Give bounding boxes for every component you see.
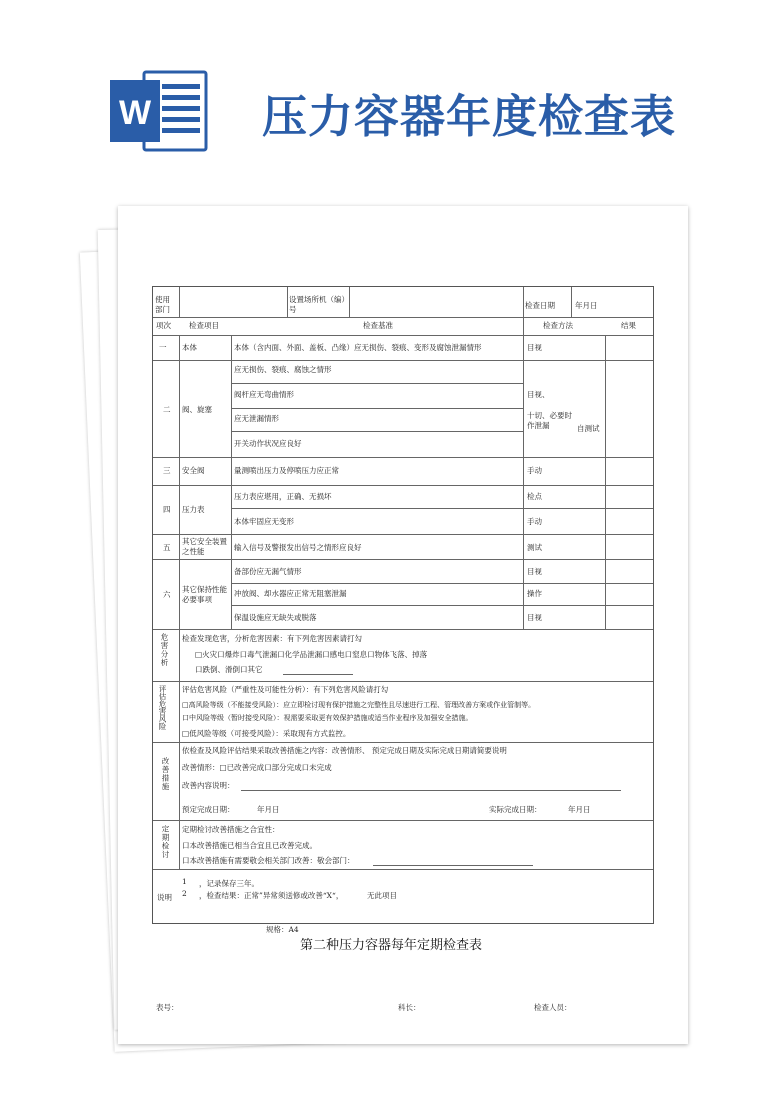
review-option[interactable]: 口本改善措施已相当合宜且已改善完成。 (182, 841, 317, 850)
row-no: 四 (163, 505, 171, 514)
risk-label: 评估危害风险 (158, 685, 167, 730)
row-method: 手动 (527, 466, 542, 475)
inspection-form (152, 286, 654, 924)
row-standard: 应无泄漏情形 (234, 414, 279, 423)
document-sheet (118, 206, 688, 1044)
date-value[interactable]: 年月日 (575, 301, 598, 310)
risk-option-high[interactable]: □高风险等级（不能接受风险）：应立即检讨现有保护措施之完整性且尽速进行工程、管理改善方案或作业管制等。 (182, 701, 536, 709)
row-standard: 输入信号及警报发出信号之情形应良好 (234, 543, 362, 552)
review-line: 定期检讨改善措施之合宜性： (182, 825, 280, 834)
row-method: 测试 (527, 543, 542, 552)
col-standard: 检查基准 (363, 321, 393, 330)
review-label: 定期检讨 (161, 825, 170, 859)
row-item: 其它安全装置 之性能 (182, 537, 227, 556)
table-no-label: 表号： (156, 1003, 179, 1012)
row-item: 本体 (182, 343, 197, 352)
note-number: 2 (182, 889, 187, 898)
row-item: 安全阀 (182, 466, 205, 475)
word-icon (110, 68, 208, 154)
row-no: 五 (163, 543, 171, 552)
hazard-options[interactable]: □火灾口爆炸口毒气泄漏口化学品泄漏口感电口窒息口物体飞落、掉落 (195, 650, 428, 659)
hazard-options[interactable]: 口跌倒、滑倒口其它 (195, 665, 263, 674)
section-chief-label: 科长： (398, 1003, 421, 1012)
row-method: 目视、 (527, 390, 550, 399)
notes-label: 说明 (157, 893, 172, 902)
note-text: 无此项目 (367, 891, 397, 900)
row-method: 目视 (527, 343, 542, 352)
planned-date-label: 预定完成日期： (182, 805, 235, 814)
row-no: 三 (163, 466, 171, 475)
form-title: 第二种压力容器每年定期检查表 (300, 938, 483, 953)
inspector-label: 检查人员： (534, 1003, 572, 1012)
risk-option-mid[interactable]: 口中风险等级（暂时接受风险）：视需要采取更有效保护措施或适当作业程序及加强安全措施。 (182, 714, 473, 722)
row-no: 六 (163, 590, 171, 599)
dept-label: 使用部门 (155, 295, 170, 314)
row-no: 一 (159, 343, 167, 352)
word-icon-letter: W (118, 94, 152, 132)
note-text: ，记录保存三年。 (199, 879, 259, 888)
row-item: 压力表 (182, 505, 205, 514)
row-method: 检点 (527, 492, 542, 501)
note-text: ，检查结果：正常”异常须送修或改善“X“， (199, 891, 344, 900)
row-item: 阀、旋塞 (182, 405, 212, 414)
improve-label: 改善措施 (161, 757, 170, 791)
col-result: 结果 (621, 321, 636, 330)
row-method: 自测试 (577, 424, 600, 433)
row-standard: 本体牢固应无变形 (234, 517, 294, 526)
date-label: 检查日期 (525, 301, 555, 310)
row-standard: 应无损伤、裂痕、腐蚀之情形 (234, 365, 332, 374)
row-standard: 本体（含内面、外面、盖板、凸缘）应无损伤、裂痕、变形及腐蚀泄漏情形 (234, 343, 482, 352)
row-standard: 压力表应堪用，正确、无损坏 (234, 492, 332, 501)
location-label: 设置场所机（编）号 (289, 295, 346, 314)
page-title: 压力容器年度检查表 (262, 90, 677, 143)
review-option[interactable]: 口本改善措施有需要敬会相关部门改善：敬会部门： (182, 856, 355, 865)
row-item: 其它保持性能必要事项 (182, 585, 227, 604)
row-standard: 量测喷出压力及停喷压力应正常 (234, 466, 339, 475)
actual-date-value[interactable]: 年月日 (568, 805, 591, 814)
row-method: 操作 (527, 589, 542, 598)
row-standard: 冲放阀、却水器应正常无阻塞泄漏 (234, 589, 347, 598)
col-item: 检查项目 (189, 321, 219, 330)
row-standard: 阀杆应无弯曲情形 (234, 390, 294, 399)
row-standard: 开关动作状况应良好 (234, 439, 302, 448)
improve-status[interactable]: 改善情形：□已改善完成口部分完成口未完成 (182, 763, 332, 772)
actual-date-label: 实际完成日期： (489, 805, 542, 814)
risk-option-low[interactable]: □低风险等级（可接受风险）：采取现有方式监控。 (182, 729, 351, 738)
risk-line: 评估危害风险（严重性及可能性分析）：有下列危害风险请打勾 (182, 685, 389, 694)
row-standard: 保温设施应无缺失或脱落 (234, 613, 317, 622)
row-standard: 备部份应无漏气情形 (234, 567, 302, 576)
row-method: 目视 (527, 613, 542, 622)
row-method: 十切、必要时作泄漏 (527, 411, 572, 430)
col-method: 检查方法 (543, 321, 573, 330)
hazard-line: 检查发现危害，分析危害因素：有下列危害因素请打勾 (182, 634, 362, 643)
hazard-label: 危害分析 (160, 633, 169, 667)
improve-line: 依检查及风险评估结果采取改善措施之内容：改善情形、 预定完成日期及实际完成日期请简要说明 (182, 746, 507, 755)
planned-date-value[interactable]: 年月日 (257, 805, 280, 814)
paper-spec: 规格：A4 (266, 925, 299, 934)
col-no: 项次 (156, 321, 171, 330)
row-method: 手动 (527, 517, 542, 526)
note-number: 1 (182, 877, 187, 886)
row-no: 二 (163, 405, 171, 414)
improve-desc-label: 改善内容说明： (182, 781, 235, 790)
row-method: 目视 (527, 567, 542, 576)
